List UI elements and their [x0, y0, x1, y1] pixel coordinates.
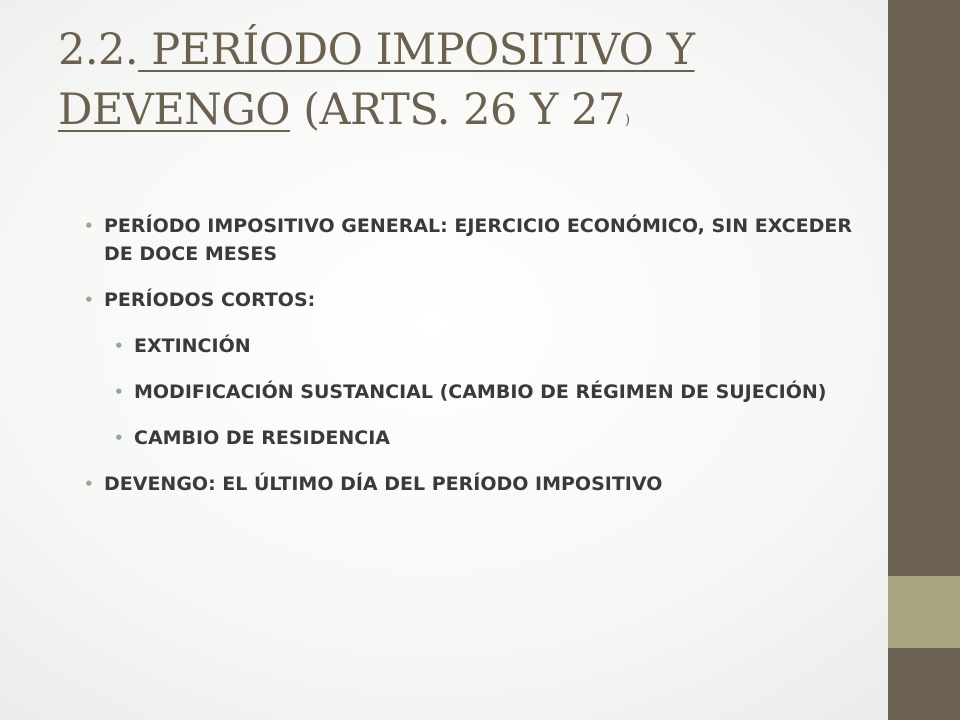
bullet-text: DEVENGO: EL ÚLTIMO DÍA DEL PERÍODO IMPOSITIVO [104, 473, 663, 495]
sub-bullet-item [114, 332, 874, 360]
side-bar-middle-block [888, 576, 960, 648]
title-underlined-part-2: DEVENGO [58, 85, 291, 135]
bullet-icon: • [84, 475, 94, 493]
title-articles: (ARTS. 26 Y 27 [290, 85, 625, 135]
bullet-text: PERÍODO IMPOSITIVO GENERAL: EJERCICIO ECONÓMICO, SIN EXCEDER DE DOCE MESES [104, 215, 852, 265]
sub-bullet-icon: • [114, 337, 124, 355]
sub-bullet-text: MODIFICACIÓN SUSTANCIAL (CAMBIO DE RÉGIMEN DE SUJECIÓN) [134, 381, 827, 403]
sub-bullet-item [114, 378, 874, 406]
sub-bullet-icon: • [114, 429, 124, 447]
bullet-icon: • [84, 291, 94, 309]
bullet-item [84, 212, 874, 268]
title-underlined-part-1: PERÍODO IMPOSITIVO Y [138, 25, 695, 75]
title-closing-parenthesis: ) [624, 112, 630, 128]
bullet-item [84, 286, 874, 314]
bullet-text: PERÍODOS CORTOS: [104, 289, 316, 311]
bullet-item [84, 470, 874, 498]
sub-bullet-item [114, 424, 874, 452]
slide-title [58, 20, 868, 150]
sub-bullet-text: CAMBIO DE RESIDENCIA [134, 427, 390, 449]
bullet-icon: • [84, 217, 94, 235]
title-prefix: 2.2. [58, 25, 139, 75]
bullet-list [84, 212, 874, 516]
sub-bullet-icon: • [114, 383, 124, 401]
decorative-side-bar [888, 0, 960, 720]
sub-bullet-text: EXTINCIÓN [134, 335, 251, 357]
side-bar-bottom-block [888, 648, 960, 720]
side-bar-top-block [888, 0, 960, 576]
